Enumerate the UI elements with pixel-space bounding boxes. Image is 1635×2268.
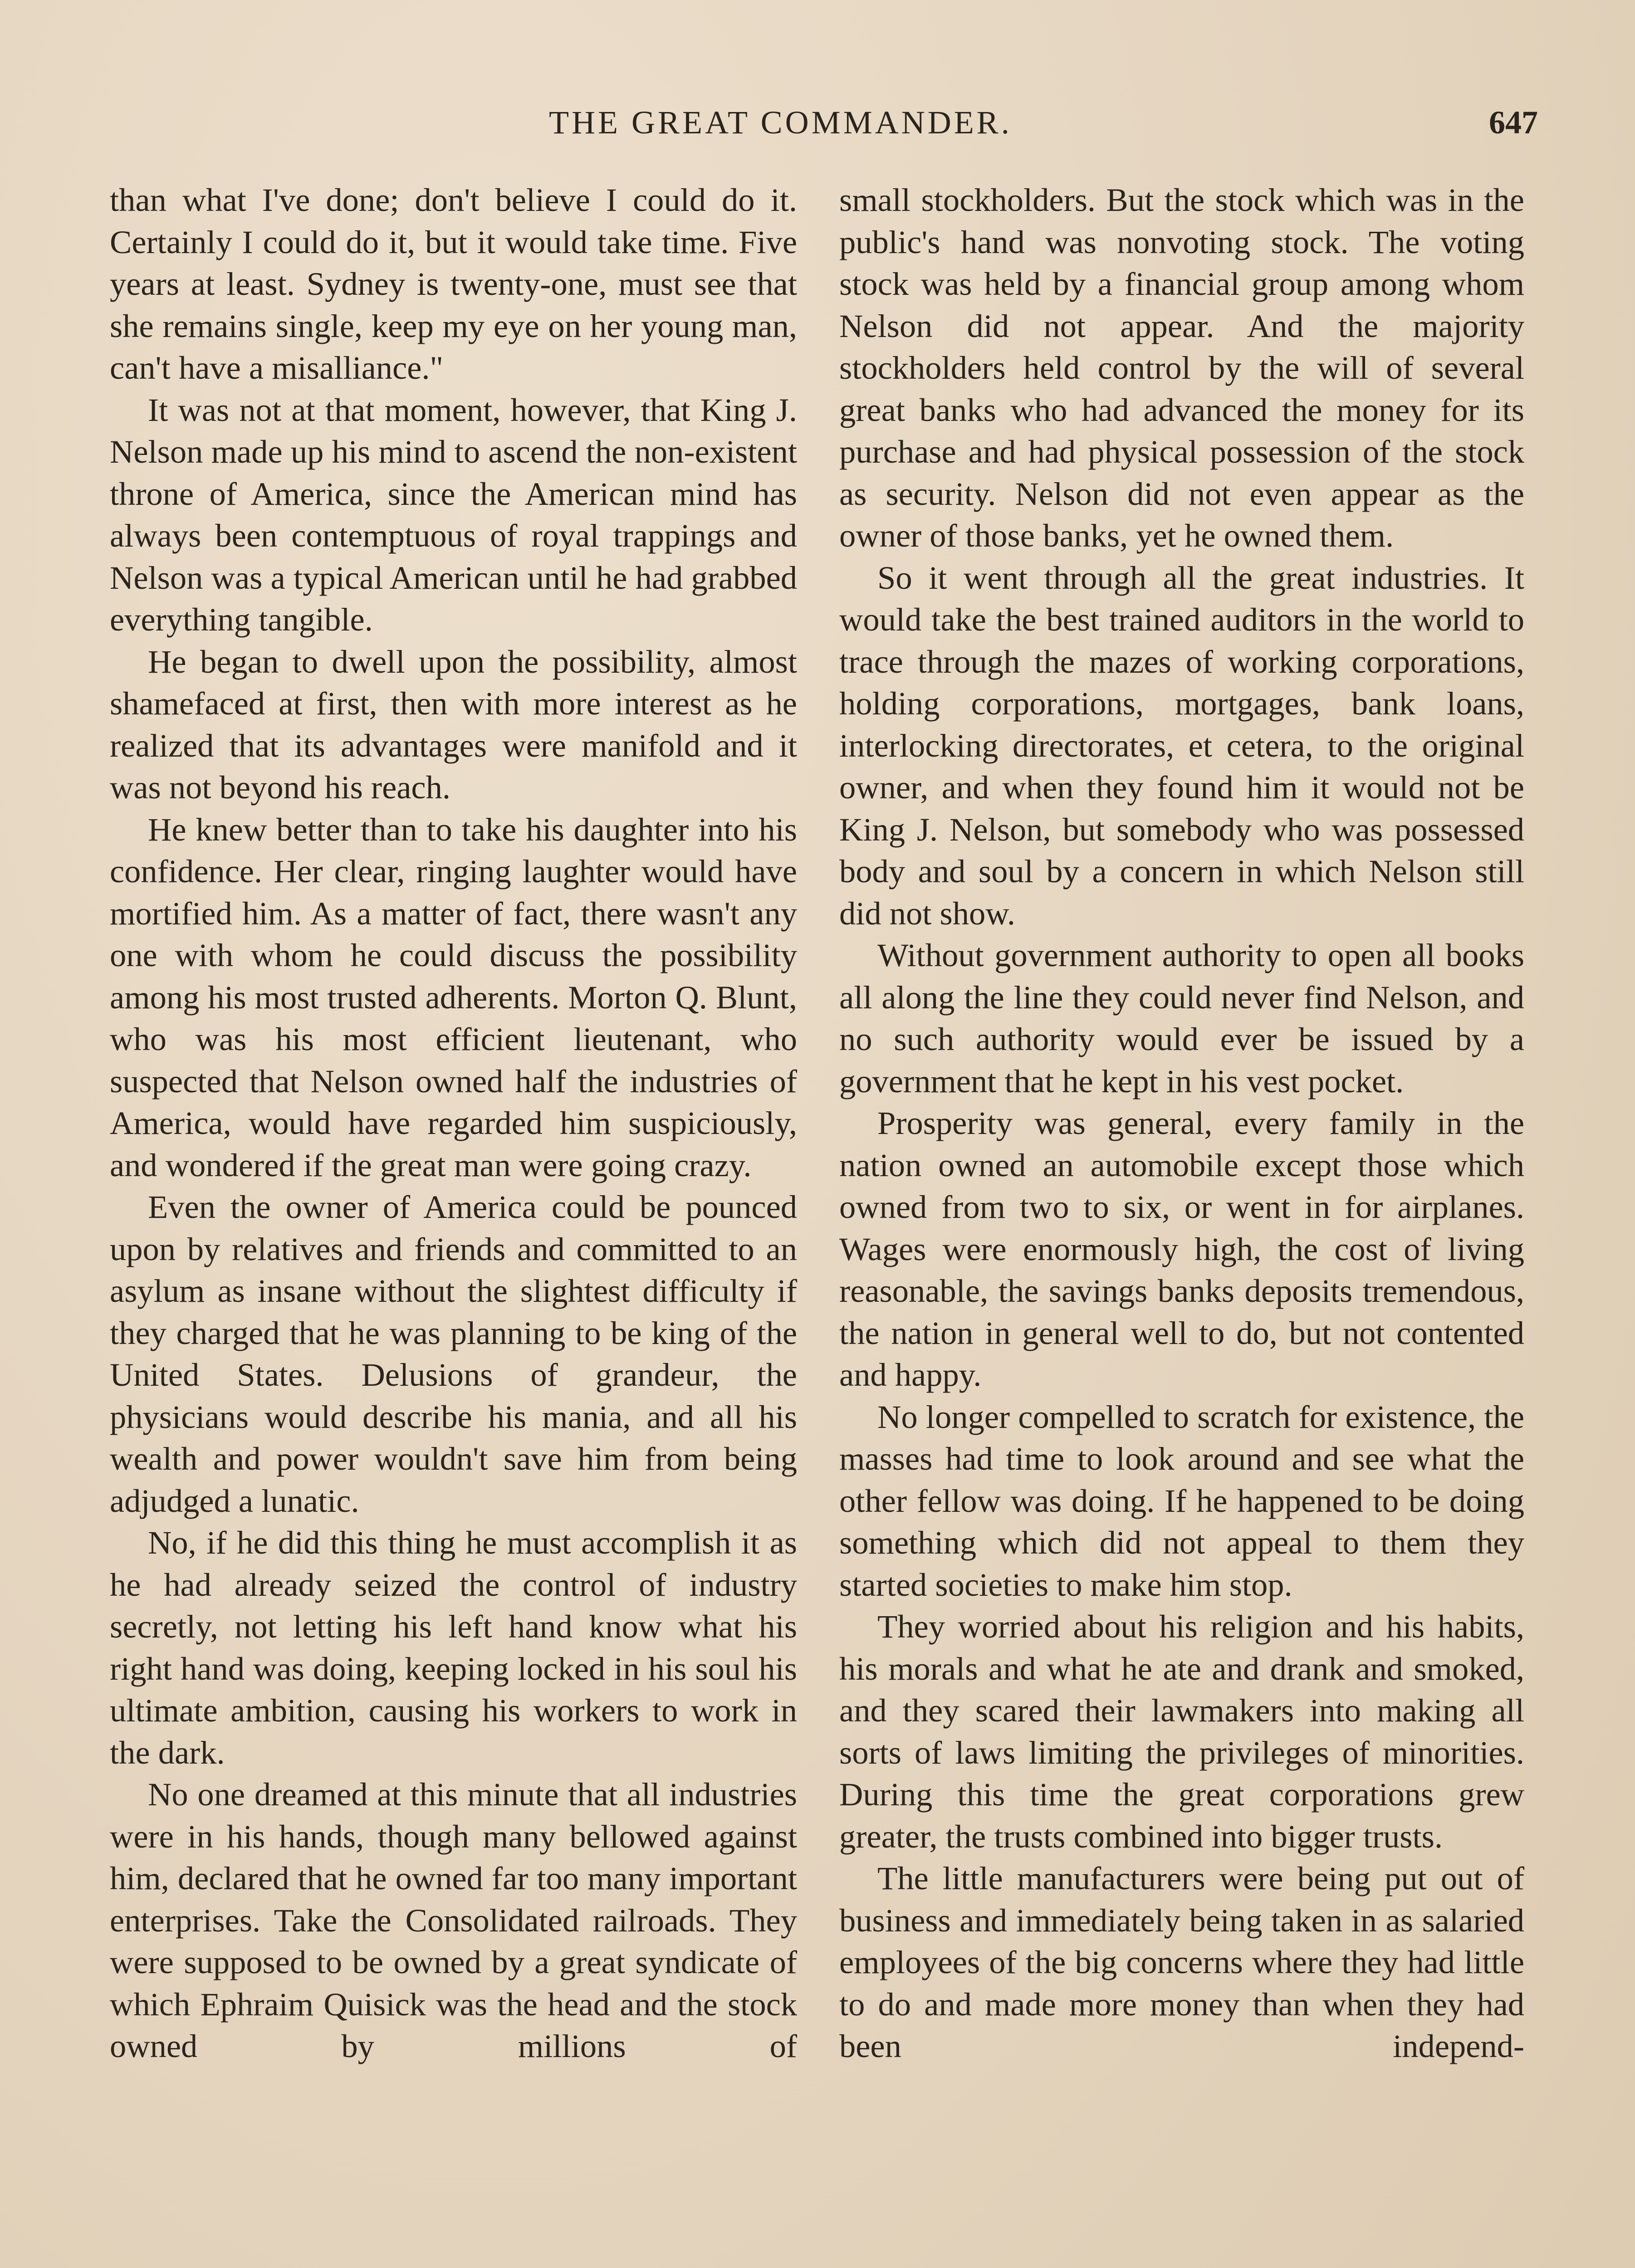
paragraph: Prosperity was general, every family in the nation owned an automobile except those which owned from two to six, or went in for airplanes. Wages were enormously high, the cost of living reasonable, the savings banks deposits tremendous, the nation in general well to do, but not contented and happy. bbox=[839, 1105, 1524, 1393]
paragraph: than what I've done; don't believe I could do it. Certainly I could do it, but it would take time. Five years at least. Sydney is twenty-one, must see that she remains single, keep my eye on her young man, can't have a misalliance." bbox=[110, 181, 797, 386]
paragraph: Even the owner of America could be pounced upon by relatives and friends and committed to an asylum as insane without the slightest difficulty if they charged that he was planning to be king of the United States. Delusions of grandeur, the physicians would describe his mania, and all his wealth and power wouldn't save him from being adjudged a lunatic. bbox=[110, 1188, 797, 1519]
right-column bbox=[839, 179, 1524, 2268]
paragraph: No longer compelled to scratch for existence, the masses had time to look around and see what the other fellow was doing. If he happened to be doing something which did not appeal to them they started societies to make him stop. bbox=[839, 1398, 1524, 1603]
page-number: 647 bbox=[1489, 104, 1538, 141]
paragraph: small stockholders. But the stock which was in the public's hand was nonvoting stock. The voting stock was held by a financial group among whom Nelson did not appear. And the majority stockholders held control by the will of several great banks who had advanced the money for its purchase and had physical possession of the stock as security. Nelson did not even appear as the owner of those banks, yet he owned them. bbox=[839, 181, 1524, 554]
paragraph: He knew better than to take his daughter into his confidence. Her clear, ringing laughter would have mortified him. As a matter of fact, there wasn't any one with whom he could discuss the possibility among his most trusted adherents. Morton Q. Blunt, who was his most efficient lieutenant, who suspected that Nelson owned half the industries of America, would have regarded him suspiciously, and wondered if the great man were going crazy. bbox=[110, 811, 797, 1183]
paragraph: It was not at that moment, however, that King J. Nelson made up his mind to ascend the non-existent throne of America, since the American mind has always been contemptuous of royal trappings and Nelson was a typical American until he had grabbed everything tangible. bbox=[110, 391, 797, 638]
left-column bbox=[110, 179, 797, 2268]
paragraph: No one dreamed at this minute that all industries were in his hands, though many bellowed against him, declared that he owned far too many important enterprises. Take the Consolidated railroads. They were supposed to be owned by a great syndicate of which Ephraim Quisick was the head and the stock owned by millions of bbox=[110, 1776, 797, 2064]
running-title: THE GREAT COMMANDER. bbox=[549, 104, 1012, 141]
running-header bbox=[549, 95, 1538, 150]
paragraph: He began to dwell upon the possibility, almost shamefaced at first, then with more interest as he realized that its advantages were manifold and it was not beyond his reach. bbox=[110, 643, 797, 806]
paragraph: So it went through all the great industries. It would take the best trained auditors in the world to trace through the mazes of working corporations, holding corporations, mortgages, bank loans, interlocking directorates, et cetera, to the original owner, and when they found him it would not be King J. Nelson, but somebody who was possessed body and soul by a concern in which Nelson still did not show. bbox=[839, 559, 1524, 932]
paragraph: The little manufacturers were being put out of business and immediately being taken in as salaried employees of the big concerns where they had little to do and made more money than when they had been independ- bbox=[839, 1860, 1524, 2064]
paragraph: They worried about his religion and his habits, his morals and what he ate and drank and smoked, and they scared their lawmakers into making all sorts of laws limiting the privileges of minorities. During this time the great corporations grew greater, the trusts combined into bigger trusts. bbox=[839, 1608, 1524, 1855]
paragraph: No, if he did this thing he must accomplish it as he had already seized the control of industry secretly, not letting his left hand know what his right hand was doing, keeping locked in his soul his ultimate ambition, causing his workers to work in the dark. bbox=[110, 1524, 797, 1771]
paragraph: Without government authority to open all books all along the line they could never find Nelson, and no such authority would ever be issued by a government that he kept in his vest pocket. bbox=[839, 937, 1524, 1100]
